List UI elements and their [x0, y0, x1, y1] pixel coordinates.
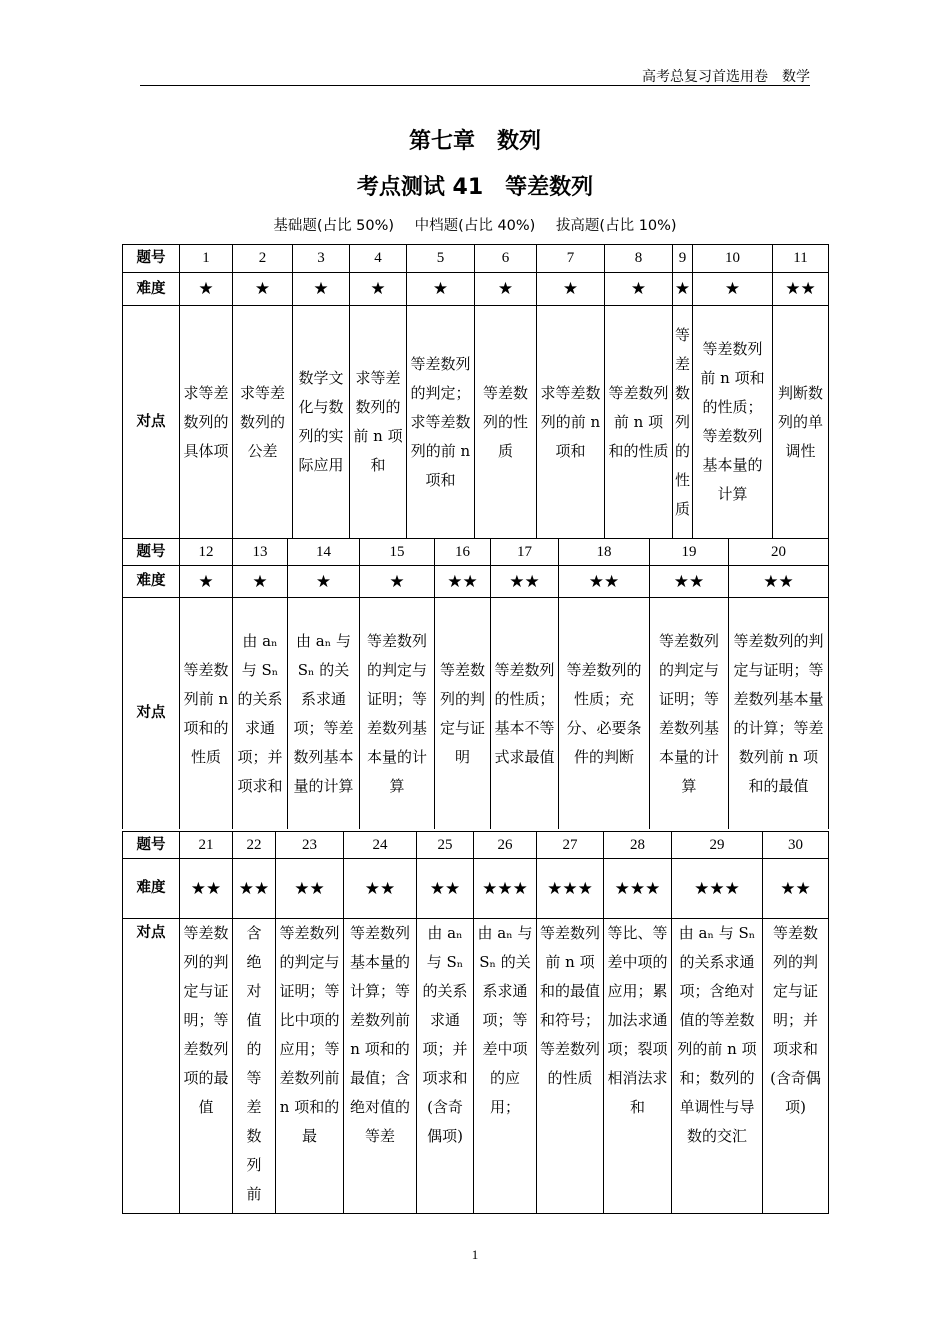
- topic-cell: 等差数列的性质；基本不等式求最值: [490, 597, 558, 829]
- table-row-number: [122, 831, 829, 858]
- difficulty-stars: ★: [692, 272, 772, 305]
- topic-cell: 求等差数列的前 n 项和: [349, 305, 406, 538]
- difficulty-stars: ★: [179, 565, 232, 597]
- question-number: 23: [275, 831, 343, 858]
- question-number: 21: [179, 831, 232, 858]
- difficulty-stars: ★★: [772, 272, 829, 305]
- difficulty-stars: ★★: [416, 858, 473, 918]
- question-number: 25: [416, 831, 473, 858]
- topic-cell: 等差数列的性质: [474, 305, 536, 538]
- difficulty-stars: ★: [179, 272, 232, 305]
- difficulty-stars: ★: [672, 272, 692, 305]
- difficulty-stars: ★★: [434, 565, 490, 597]
- topic-cell: 等差数列的判定与证明；等差数列基本量的计算；等差数列前 n 项和的最值: [728, 597, 829, 829]
- topic-cell: 由 aₙ 与 Sₙ 的关系求通项；并项求和: [232, 597, 287, 829]
- difficulty-stars: ★★: [649, 565, 728, 597]
- difficulty-ratio: [0, 214, 950, 235]
- question-number: 5: [406, 244, 474, 272]
- topic-cell: 等比、等差中项的应用；累加法求通项；裂项相消法求和: [603, 918, 671, 1214]
- topic-cell: 等差数列的判定与证明: [434, 597, 490, 829]
- topic-cell: 等差数列的判定；求等差数列的前 n 项和: [406, 305, 474, 538]
- topic-cell: 求等差数列的前 n 项和: [536, 305, 604, 538]
- topic-cell: 等差数列前 n 项和的最值和符号；等差数列的性质: [536, 918, 603, 1214]
- difficulty-stars: ★: [474, 272, 536, 305]
- difficulty-stars: ★: [536, 272, 604, 305]
- topic-cell: 等差数列前 n 项和的性质: [604, 305, 672, 538]
- difficulty-stars: ★★: [558, 565, 649, 597]
- topic-cell: 求等差数列的公差: [232, 305, 292, 538]
- topic-cell: 等差数列的判定与证明；等差数列项的最值: [179, 918, 232, 1214]
- topic-cell: 由 aₙ 与 Sₙ 的关系求通项；等差中项的应用；: [473, 918, 536, 1214]
- question-number: 20: [728, 538, 829, 565]
- question-number: 17: [490, 538, 558, 565]
- question-number: 6: [474, 244, 536, 272]
- table-row-difficulty: [122, 272, 829, 305]
- difficulty-stars: ★★: [343, 858, 416, 918]
- chapter-title: 第七章 数列: [408, 129, 541, 154]
- question-number: 2: [232, 244, 292, 272]
- topic-cell: 等差数列前 n 项和的性质: [179, 597, 232, 829]
- table-row-topic: [122, 597, 829, 829]
- difficulty-stars: ★★: [179, 858, 232, 918]
- topic-cell: 数学文化与数列的实际应用: [292, 305, 349, 538]
- topic-cell: 等差数列的性质: [672, 305, 692, 538]
- question-number: 8: [604, 244, 672, 272]
- question-number: 14: [287, 538, 359, 565]
- table-row-topic: [122, 305, 829, 538]
- topic-cell: 等差数列的性质；充分、必要条件的判断: [558, 597, 649, 829]
- topic-cell: 等差数列的判定与证明；等差数列基本量的计算: [649, 597, 728, 829]
- topic-cell: 判断数列的单调性: [772, 305, 829, 538]
- question-number: 19: [649, 538, 728, 565]
- difficulty-stars: ★: [232, 565, 287, 597]
- question-number: 13: [232, 538, 287, 565]
- difficulty-stars: ★: [292, 272, 349, 305]
- topic-cell: 等差数列的判定与证明；等差数列基本量的计算: [359, 597, 434, 829]
- row-label-difficulty: 难度: [122, 565, 179, 597]
- topic-cell: 含绝对值的等差数列前: [232, 918, 275, 1214]
- question-number: 22: [232, 831, 275, 858]
- difficulty-stars: ★★: [232, 858, 275, 918]
- question-number: 12: [179, 538, 232, 565]
- row-label-difficulty: 难度: [122, 858, 179, 918]
- difficulty-stars: ★: [406, 272, 474, 305]
- row-label-topic: 对点: [122, 305, 179, 538]
- topic-cell: 求等差数列的具体项: [179, 305, 232, 538]
- table-row-number: [122, 244, 829, 272]
- basic-ratio: 基础题(占比 50%): [273, 218, 395, 234]
- question-number: 26: [473, 831, 536, 858]
- question-number: 27: [536, 831, 603, 858]
- row-label-topic: 对点: [122, 918, 179, 1214]
- question-number: 28: [603, 831, 671, 858]
- section-title: 考点测试 41 等差数列: [356, 175, 594, 200]
- difficulty-stars: ★: [604, 272, 672, 305]
- table-row-difficulty: [122, 565, 829, 597]
- difficulty-stars: ★: [232, 272, 292, 305]
- medium-ratio: 中档题(占比 40%): [414, 218, 536, 234]
- row-label-number: 题号: [122, 244, 179, 272]
- difficulty-stars: ★★★: [603, 858, 671, 918]
- difficulty-stars: ★★: [728, 565, 829, 597]
- question-number: 11: [772, 244, 829, 272]
- difficulty-stars: ★★: [275, 858, 343, 918]
- difficulty-stars: ★: [349, 272, 406, 305]
- question-number: 16: [434, 538, 490, 565]
- row-label-topic: 对点: [122, 597, 179, 829]
- topic-cell: 等差数列前 n 项和的性质；等差数列基本量的计算: [692, 305, 772, 538]
- question-number: 15: [359, 538, 434, 565]
- header-rule: [140, 85, 810, 86]
- table-row-topic: [122, 918, 829, 1214]
- difficulty-stars: ★★★: [473, 858, 536, 918]
- table-row-number: [122, 538, 829, 565]
- difficulty-stars: ★★: [490, 565, 558, 597]
- difficulty-stars: ★★★: [671, 858, 762, 918]
- row-label-number: 题号: [122, 831, 179, 858]
- question-number: 10: [692, 244, 772, 272]
- difficulty-stars: ★★★: [536, 858, 603, 918]
- difficulty-stars: ★: [359, 565, 434, 597]
- question-number: 29: [671, 831, 762, 858]
- difficulty-stars: ★★: [762, 858, 829, 918]
- question-number: 9: [672, 244, 692, 272]
- advanced-ratio: 拔高题(占比 10%): [555, 218, 677, 234]
- question-number: 1: [179, 244, 232, 272]
- question-number: 7: [536, 244, 604, 272]
- question-number: 18: [558, 538, 649, 565]
- table-row-difficulty: [122, 858, 829, 918]
- topic-cell: 由 aₙ 与 Sₙ 的关系求通项；并项求和 (含奇偶项): [416, 918, 473, 1214]
- question-number: 24: [343, 831, 416, 858]
- topic-cell: 等差数列的判定与证明；等比中项的应用；等差数列前 n 项和的最: [275, 918, 343, 1214]
- difficulty-stars: ★: [287, 565, 359, 597]
- topic-cell: 由 aₙ 与 Sₙ 的关系求通项；等差数列基本量的计算: [287, 597, 359, 829]
- question-number: 3: [292, 244, 349, 272]
- topic-cell: 等差数列基本量的计算；等差数列前 n 项和的最值；含绝对值的等差: [343, 918, 416, 1214]
- page-number: 1: [471, 1247, 479, 1262]
- topic-cell: 等差数列的判定与证明；并项求和 (含奇偶项): [762, 918, 829, 1214]
- topic-cell: 由 aₙ 与 Sₙ 的关系求通项；含绝对值的等差数列的前 n 项和；数列的单调性与导数的交汇: [671, 918, 762, 1214]
- question-number: 4: [349, 244, 406, 272]
- running-header: 高考总复习首选用卷 数学: [642, 70, 810, 85]
- question-number: 30: [762, 831, 829, 858]
- row-label-difficulty: 难度: [122, 272, 179, 305]
- row-label-number: 题号: [122, 538, 179, 565]
